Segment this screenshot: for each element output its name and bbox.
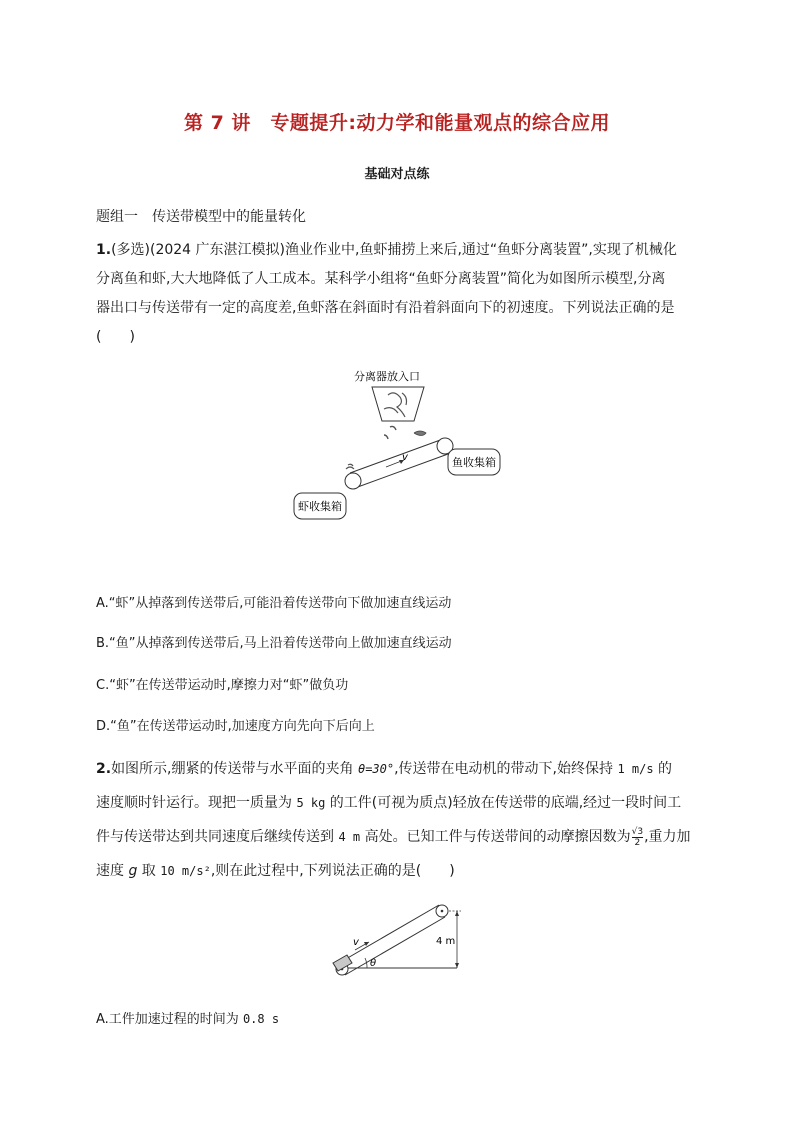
question-1-number: 1. — [96, 242, 112, 258]
angle-label: θ — [370, 958, 377, 969]
angle-value: θ=30° — [357, 762, 395, 776]
gravity-symbol: g — [128, 863, 138, 879]
option-b: B.“鱼”从掉落到传送带后,马上沿着传送带向上做加速直线运动 — [96, 636, 452, 651]
question-2-text: 取 — [137, 863, 161, 879]
falling-fish-drawing — [414, 431, 426, 436]
question-1-line-4: ( ) — [96, 329, 135, 345]
shrimp-on-belt-drawing — [346, 464, 354, 469]
question-2-text: 速度 — [96, 863, 129, 879]
question-2-number: 2. — [96, 761, 112, 777]
question-1-line-1: (多选)(2024 广东湛江模拟)渔业作业中,鱼虾捕捞上来后,通过“鱼虾分离装置”,实现了机械化 — [111, 242, 677, 258]
height-label: 4 m — [436, 936, 456, 947]
question-2-text: 的工件(可视为质点)轻放在传送带的底端,经过一段时间工 — [325, 795, 682, 811]
inclined-conveyor-figure — [325, 895, 475, 980]
question-2-text: 件与传送带达到共同速度后继续传送到 — [96, 829, 339, 845]
belt-bottom-edge — [345, 917, 445, 975]
velocity-label: v — [353, 937, 359, 948]
fish-box-label: 鱼收集箱 — [452, 456, 496, 469]
belt-top-edge — [339, 905, 439, 963]
question-2-text: ,则在此过程中,下列说法正确的是( ) — [210, 863, 455, 879]
mass-value: 5 kg — [296, 796, 326, 810]
question-2-text: ,传送带在电动机的带动下,始终保持 — [394, 761, 618, 777]
question-2 — [96, 752, 701, 888]
page-title: 第 7 讲 专题提升:动力学和能量观点的综合应用 — [183, 112, 611, 134]
question-1 — [96, 236, 701, 352]
upper-pulley-axle — [441, 910, 444, 913]
hopper-fish-drawing — [384, 393, 407, 417]
option-d: D.“鱼”在传送带运动时,加速度方向先向下后向上 — [96, 719, 375, 734]
option-a: A.“虾”从掉落到传送带后,可能沿着传送带向下做加速直线运动 — [96, 596, 452, 611]
option-a-value: 0.8 s — [242, 1012, 280, 1026]
question-2-text: 如图所示,绷紧的传送带与水平面的夹角 — [111, 761, 358, 777]
question-1-line-3: 器出口与传送带有一定的高度差,鱼虾落在斜面时有沿着斜面向下的初速度。下列说法正确的是 — [96, 300, 675, 316]
group-heading: 题组一 传送带模型中的能量转化 — [96, 209, 306, 225]
option-a-text: A.工件加速过程的时间为 — [96, 1012, 243, 1027]
question-1-line-2: 分离鱼和虾,大大地降低了人工成本。某科学小组将“鱼虾分离装置”简化为如图所示模型,分离 — [96, 271, 666, 287]
height-value: 4 m — [338, 830, 361, 844]
question-2-text: 速度顺时针运行。现把一质量为 — [96, 795, 297, 811]
fraction-numerator: √3 — [631, 826, 644, 837]
option-a — [96, 1008, 279, 1027]
height-top-arrowhead — [455, 911, 459, 916]
lower-pulley — [345, 473, 361, 489]
height-bottom-arrowhead — [455, 963, 459, 968]
question-2-text: ,重力加 — [644, 829, 691, 845]
falling-shrimp-drawing — [384, 426, 396, 439]
question-2-text: 高处。已知工件与传送带间的动摩擦因数为 — [360, 829, 631, 845]
shrimp-box-label: 虾收集箱 — [298, 500, 342, 513]
hopper-shape — [372, 387, 424, 421]
inlet-label: 分离器放入口 — [354, 370, 420, 383]
speed-value: 1 m/s — [617, 762, 654, 776]
fish-shrimp-separator-figure — [280, 365, 520, 530]
gravity-value: 10 m/s² — [160, 864, 211, 878]
option-c: C.“虾”在传送带运动时,摩擦力对“虾”做负功 — [96, 678, 349, 693]
section-heading: 基础对点练 — [364, 167, 430, 182]
belt-velocity-label: v — [402, 452, 408, 463]
question-2-text: 的 — [653, 761, 673, 777]
friction-coefficient-fraction — [632, 827, 643, 848]
belt-top-edge — [350, 439, 443, 473]
fraction-denominator: 2 — [634, 837, 641, 848]
